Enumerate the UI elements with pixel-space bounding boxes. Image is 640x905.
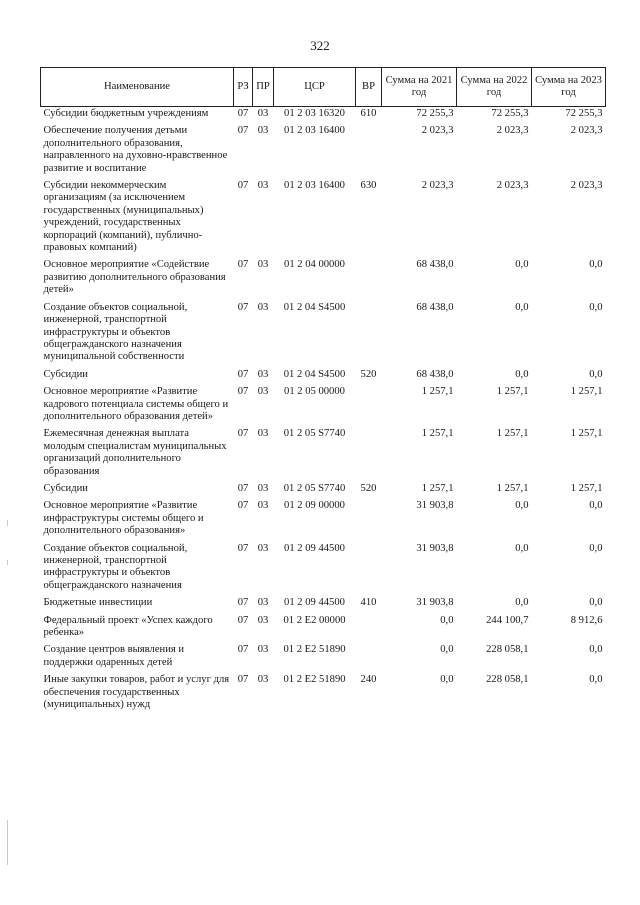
cell-vr: 410 bbox=[360, 597, 377, 609]
cell-rz: 07 bbox=[237, 644, 249, 656]
cell-vr: 520 bbox=[360, 368, 377, 380]
cell-name: Ежемесячная денежная выплата молодым специалистам муниципальных организаций дополнительного образования bbox=[43, 428, 227, 477]
cell-sum-2022: 2 023,3 bbox=[496, 125, 529, 137]
header-sum-2021: Сумма на 2021 год bbox=[382, 68, 457, 107]
cell-pr: 03 bbox=[257, 428, 269, 440]
cell-csr: 01 2 05 S7740 bbox=[283, 482, 346, 494]
table-row bbox=[41, 302, 606, 369]
cell-csr: 01 2 09 44500 bbox=[284, 597, 345, 609]
cell-pr: 03 bbox=[257, 674, 269, 686]
table-row bbox=[41, 428, 606, 483]
cell-name: Основное мероприятие «Развитие инфраструктуры системы общего и дополнительного образования» bbox=[43, 500, 204, 537]
cell-pr: 03 bbox=[257, 108, 269, 119]
cell-csr: 01 2 04 S4500 bbox=[283, 301, 346, 313]
table-row bbox=[41, 369, 606, 386]
table-row bbox=[41, 674, 606, 716]
cell-sum-2022: 0,0 bbox=[515, 542, 529, 554]
cell-pr: 03 bbox=[257, 180, 269, 192]
cell-name: Создание объектов социальной, инженерной, транспортной инфраструктуры и объектов общегражданского назначения bbox=[43, 542, 188, 591]
cell-sum-2023: 0,0 bbox=[589, 368, 603, 380]
cell-csr: 01 2 04 S4500 bbox=[283, 368, 346, 380]
cell-sum-2023: 0,0 bbox=[589, 301, 603, 313]
cell-vr bbox=[356, 428, 382, 483]
cell-name: Бюджетные инвестиции bbox=[43, 597, 153, 609]
cell-sum-2022: 228 058,1 bbox=[486, 674, 529, 686]
header-vr: ВР bbox=[356, 68, 382, 107]
cell-sum-2022: 0,0 bbox=[515, 259, 529, 271]
cell-pr: 03 bbox=[257, 542, 269, 554]
cell-rz: 07 bbox=[237, 180, 249, 192]
cell-vr bbox=[356, 500, 382, 542]
cell-name: Основное мероприятие «Содействие развитию дополнительного образования детей» bbox=[43, 259, 226, 296]
cell-vr: 520 bbox=[360, 482, 377, 494]
cell-sum-2022: 244 100,7 bbox=[486, 614, 529, 626]
cell-rz: 07 bbox=[237, 542, 249, 554]
cell-csr: 01 2 E2 51890 bbox=[283, 674, 346, 686]
budget-table bbox=[40, 67, 606, 716]
cell-sum-2022: 1 257,1 bbox=[496, 428, 529, 440]
cell-rz: 07 bbox=[237, 614, 249, 626]
cell-sum-2023: 0,0 bbox=[589, 644, 603, 656]
cell-vr: 610 bbox=[360, 108, 377, 119]
cell-pr: 03 bbox=[257, 597, 269, 609]
cell-sum-2022: 0,0 bbox=[515, 500, 529, 512]
cell-csr: 01 2 05 S7740 bbox=[283, 428, 346, 440]
cell-rz: 07 bbox=[237, 482, 249, 494]
cell-pr: 03 bbox=[257, 482, 269, 494]
cell-sum-2023: 0,0 bbox=[589, 259, 603, 271]
cell-csr: 01 2 09 44500 bbox=[284, 542, 345, 554]
table-row bbox=[41, 483, 606, 500]
cell-csr: 01 2 03 16320 bbox=[284, 108, 345, 119]
cell-name: Основное мероприятие «Развитие кадрового потенциала системы общего и дополнительного образования детей» bbox=[43, 386, 229, 422]
cell-pr: 03 bbox=[257, 301, 269, 313]
cell-rz: 07 bbox=[237, 108, 249, 119]
header-sum-2023: Сумма на 2023 год bbox=[532, 68, 606, 107]
table-header bbox=[41, 68, 606, 107]
table-row bbox=[41, 615, 606, 645]
cell-name: Обеспечение получения детьми дополнительного образования, направленного на духовно-нравственное развитие и воспитание bbox=[43, 125, 228, 174]
cell-rz: 07 bbox=[237, 368, 249, 380]
cell-sum-2021: 2 023,3 bbox=[421, 125, 454, 137]
cell-sum-2021: 2 023,3 bbox=[421, 180, 454, 192]
header-csr: ЦСР bbox=[274, 68, 356, 107]
cell-sum-2023: 0,0 bbox=[589, 674, 603, 686]
table-row bbox=[41, 386, 606, 428]
table-row bbox=[41, 597, 606, 614]
cell-rz: 07 bbox=[237, 125, 249, 137]
cell-vr bbox=[356, 386, 382, 428]
cell-csr: 01 2 E2 51890 bbox=[283, 644, 346, 656]
cell-pr: 03 bbox=[257, 368, 269, 380]
cell-pr: 03 bbox=[257, 125, 269, 137]
cell-sum-2023: 2 023,3 bbox=[570, 125, 603, 137]
cell-name: Федеральный проект «Успех каждого ребенка» bbox=[43, 614, 213, 639]
cell-vr bbox=[356, 615, 382, 645]
cell-sum-2021: 31 903,8 bbox=[416, 542, 454, 554]
cell-sum-2022: 1 257,1 bbox=[496, 482, 529, 494]
cell-sum-2022: 1 257,1 bbox=[496, 386, 529, 398]
cell-sum-2023: 0,0 bbox=[589, 542, 603, 554]
cell-name: Субсидии bbox=[43, 368, 88, 380]
cell-vr bbox=[356, 543, 382, 598]
cell-sum-2021: 72 255,3 bbox=[416, 108, 454, 119]
cell-vr bbox=[356, 302, 382, 369]
cell-pr: 03 bbox=[257, 259, 269, 271]
cell-name: Субсидии некоммерческим организациям (за исключением государственных (муниципальных) учреждений, государственных корпораций (компаний), публично-правовых компаний) bbox=[43, 180, 204, 254]
cell-sum-2022: 0,0 bbox=[515, 301, 529, 313]
cell-sum-2023: 0,0 bbox=[589, 597, 603, 609]
table-body bbox=[41, 107, 606, 717]
cell-sum-2021: 68 438,0 bbox=[416, 259, 454, 271]
cell-csr: 01 2 04 00000 bbox=[284, 259, 345, 271]
table-row bbox=[41, 543, 606, 598]
cell-pr: 03 bbox=[257, 644, 269, 656]
cell-name: Создание объектов социальной, инженерной, транспортной инфраструктуры и объектов общегражданского назначения муниципальной собственности bbox=[43, 301, 188, 363]
cell-sum-2021: 0,0 bbox=[440, 644, 454, 656]
cell-sum-2023: 72 255,3 bbox=[565, 108, 603, 119]
table-row bbox=[41, 107, 606, 126]
cell-name: Субсидии bbox=[43, 482, 88, 494]
cell-csr: 01 2 03 16400 bbox=[284, 180, 345, 192]
cell-sum-2021: 31 903,8 bbox=[416, 597, 454, 609]
cell-vr bbox=[356, 259, 382, 301]
table-row bbox=[41, 500, 606, 542]
cell-rz: 07 bbox=[237, 428, 249, 440]
cell-sum-2023: 8 912,6 bbox=[570, 614, 603, 626]
cell-rz: 07 bbox=[237, 386, 249, 398]
cell-sum-2022: 0,0 bbox=[515, 368, 529, 380]
table-row bbox=[41, 259, 606, 301]
header-pr: ПР bbox=[253, 68, 274, 107]
table-row bbox=[41, 644, 606, 674]
cell-pr: 03 bbox=[257, 500, 269, 512]
cell-sum-2023: 1 257,1 bbox=[570, 428, 603, 440]
cell-rz: 07 bbox=[237, 259, 249, 271]
cell-rz: 07 bbox=[237, 301, 249, 313]
page-number: 322 bbox=[310, 38, 330, 53]
cell-sum-2021: 68 438,0 bbox=[416, 301, 454, 313]
cell-sum-2021: 0,0 bbox=[440, 614, 454, 626]
cell-pr: 03 bbox=[257, 386, 269, 398]
cell-csr: 01 2 05 00000 bbox=[284, 386, 345, 398]
cell-vr bbox=[356, 125, 382, 180]
cell-sum-2021: 0,0 bbox=[440, 674, 454, 686]
scan-margin-mark bbox=[7, 560, 8, 565]
header-name: Наименование bbox=[41, 68, 234, 107]
cell-sum-2021: 31 903,8 bbox=[416, 500, 454, 512]
cell-vr bbox=[356, 644, 382, 674]
cell-rz: 07 bbox=[237, 597, 249, 609]
cell-sum-2022: 0,0 bbox=[515, 597, 529, 609]
cell-sum-2023: 2 023,3 bbox=[570, 180, 603, 192]
cell-name: Иные закупки товаров, работ и услуг для обеспечения государственных (муниципальных) нужд bbox=[43, 674, 230, 711]
cell-name: Создание центров выявления и поддержки одаренных детей bbox=[43, 644, 185, 668]
cell-rz: 07 bbox=[237, 500, 249, 512]
cell-sum-2023: 1 257,1 bbox=[570, 482, 603, 494]
cell-sum-2021: 1 257,1 bbox=[421, 386, 454, 398]
cell-sum-2022: 72 255,3 bbox=[491, 108, 529, 119]
header-sum-2022: Сумма на 2022 год bbox=[457, 68, 532, 107]
cell-vr: 630 bbox=[360, 180, 377, 192]
cell-vr: 240 bbox=[360, 674, 377, 686]
cell-sum-2022: 2 023,3 bbox=[496, 180, 529, 192]
cell-rz: 07 bbox=[237, 674, 249, 686]
cell-csr: 01 2 09 00000 bbox=[284, 500, 345, 512]
cell-sum-2023: 0,0 bbox=[589, 500, 603, 512]
cell-csr: 01 2 03 16400 bbox=[284, 125, 345, 137]
cell-csr: 01 2 E2 00000 bbox=[283, 614, 346, 626]
table-row bbox=[41, 125, 606, 180]
cell-pr: 03 bbox=[257, 614, 269, 626]
cell-sum-2021: 1 257,1 bbox=[421, 428, 454, 440]
cell-sum-2021: 68 438,0 bbox=[416, 368, 454, 380]
cell-sum-2023: 1 257,1 bbox=[570, 386, 603, 398]
header-rz: РЗ bbox=[234, 68, 253, 107]
cell-sum-2022: 228 058,1 bbox=[486, 644, 529, 656]
cell-sum-2021: 1 257,1 bbox=[421, 482, 454, 494]
cell-name: Субсидии бюджетным учреждениям bbox=[43, 108, 209, 119]
scan-margin-mark bbox=[7, 820, 8, 865]
scan-margin-mark bbox=[7, 520, 8, 526]
table-row bbox=[41, 180, 606, 259]
